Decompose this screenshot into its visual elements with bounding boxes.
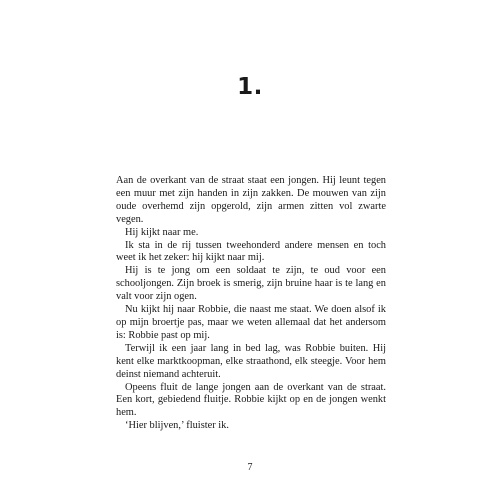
paragraph: Terwijl ik een jaar lang in bed lag, was Robbie buiten. Hij kent elke marktkoopman, elke straathond, elk steegje. Voor hem deinst niemand achteruit. [116,342,386,380]
paragraph: Ik sta in de rij tussen tweehonderd andere mensen en toch weet ik het zeker: hij kijkt naar mij. [116,239,386,264]
chapter-number: 1. [237,74,263,100]
page-number: 7 [247,462,253,473]
paragraph: Hij kijkt naar me. [125,226,199,238]
paragraph: Aan de overkant van de straat staat een jongen. Hij leunt tegen een muur met zijn handen in zijn zakken. De mouwen van zijn oude overhemd zijn opgerold, zijn armen zitten vol zwarte vegen. [116,175,386,225]
chapter-text [116,175,386,433]
paragraph: Nu kijkt hij naar Robbie, die naast me staat. We doen alsof ik op mijn broertje pas, maar we weten allemaal dat het andersom is: Robbie past op mij. [116,304,386,341]
paragraph: ‘Hier blijven,’ fluister ik. [125,420,229,432]
paragraph: Hij is te jong om een soldaat te zijn, te oud voor een schooljongen. Zijn broek is smerig, zijn bruine haar is te lang en valt voor zijn ogen. [116,265,386,303]
paragraph: Opeens fluit de lange jongen aan de overkant van de straat. Een kort, gebiedend fluitje. Robbie kijkt op en de jongen wenkt hem. [116,381,386,419]
